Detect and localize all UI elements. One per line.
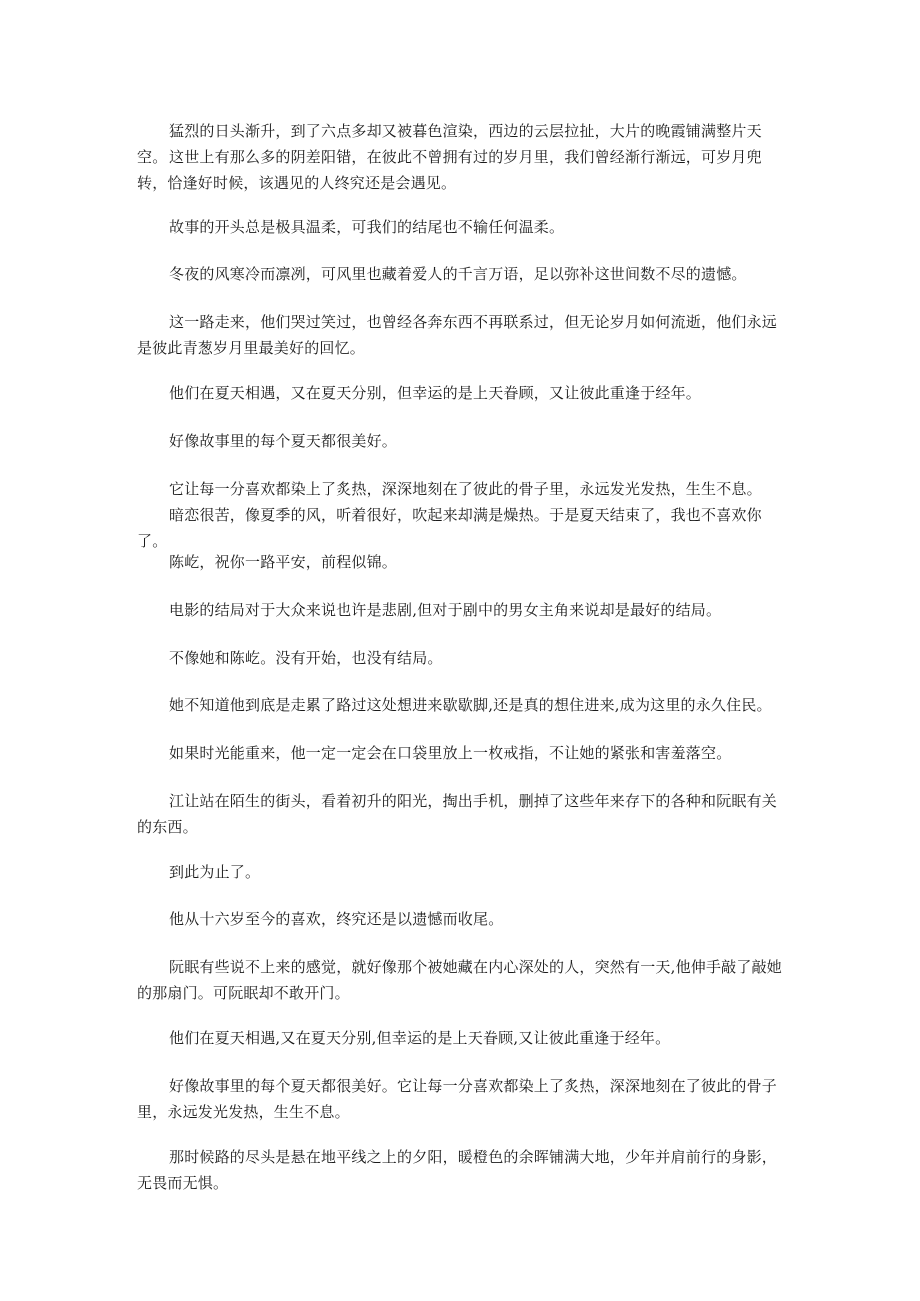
paragraph-8: 它让每一分喜欢都染上了炙热，深深地刻在了彼此的骨子里，永远发光发热，生生不息。 (169, 480, 762, 498)
paragraph-13: 她不知道他到底是走累了路过这处想进来歇歇脚,还是真的想住进来,成为这里的永久住民。 (169, 696, 772, 714)
paragraph-4: 冬夜的风寒冷而凛冽，可风里也藏着爱人的千言万语，足以弥补这世间数不尽的遗憾。 (169, 265, 747, 283)
paragraph-9: 暗恋很苦，像夏季的风，听着很好，吹起来却满是燥热。于是夏天结束了，我也不喜欢你了。 (137, 506, 762, 550)
paragraph-10: 陈屹，祝你一路平安，前程似锦。 (169, 553, 398, 571)
paragraph-3: 故事的开头总是极具温柔，可我们的结尾也不输任何温柔。 (169, 218, 565, 236)
paragraph-5: 这一路走来，他们哭过笑过，也曾经各奔东西不再联系过，但无论岁月如何流逝，他们永远是彼此青葱岁月里最美好的回忆。 (137, 313, 778, 357)
paragraph-18: 阮眠有些说不上来的感觉，就好像那个被她藏在内心深处的人，突然有一天,他伸手敲了敲她的那扇门。可阮眠却不敢开门。 (137, 958, 782, 1002)
paragraph-15: 江让站在陌生的街头，看着初升的阳光，掏出手机，删掉了这些年来存下的各种和阮眠有关的东西。 (137, 792, 778, 836)
paragraph-6: 他们在夏天相遇，又在夏天分别，但幸运的是上天眷顾，又让彼此重逢于经年。 (169, 384, 702, 402)
paragraph-1: 猛烈的日头渐升，到了六点多却又被暮色渲染，西边的云层拉扯，大片的晚霞铺满整片天空。 (137, 122, 762, 166)
paragraph-17: 他从十六岁至今的喜欢，终究还是以遗憾而收尾。 (169, 910, 504, 928)
paragraph-16: 到此为止了。 (169, 863, 261, 881)
paragraph-14: 如果时光能重来，他一定一定会在口袋里放上一枚戒指，不让她的紧张和害羞落空。 (169, 744, 732, 762)
paragraph-20: 好像故事里的每个夏天都很美好。它让每一分喜欢都染上了炙热，深深地刻在了彼此的骨子里，永远发光发热，生生不息。 (137, 1077, 778, 1121)
paragraph-12: 不像她和陈屹。没有开始，也没有结局。 (169, 649, 443, 667)
paragraph-2: 这世上有那么多的阴差阳错，在彼此不曾拥有过的岁月里，我们曾经渐行渐远，可岁月兜转，恰逢好时候，该遇见的人终究还是会遇见。 (137, 148, 762, 192)
paragraph-7: 好像故事里的每个夏天都很美好。 (169, 432, 398, 450)
paragraph-19: 他们在夏天相遇,又在夏天分别,但幸运的是上天眷顾,又让彼此重逢于经年。 (169, 1029, 671, 1047)
paragraph-21: 那时候路的尽头是悬在地平线之上的夕阳，暖橙色的余晖铺满大地，少年并肩前行的身影，无畏而无惧。 (137, 1148, 778, 1192)
paragraph-11: 电影的结局对于大众来说也许是悲剧,但对于剧中的男女主角来说却是最好的结局。 (169, 601, 722, 619)
